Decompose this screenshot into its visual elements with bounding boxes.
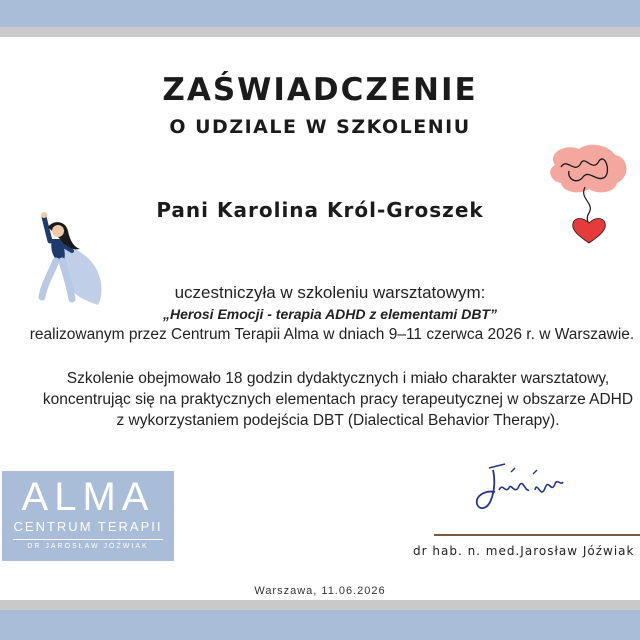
course-title: „Herosi Emocji - terapia ADHD z elementami DBT” — [162, 306, 497, 322]
description-line: z wykorzystaniem podejścia DBT (Dialectical Behavior Therapy). — [116, 412, 560, 429]
description-paragraph — [18, 368, 640, 431]
participation-text: uczestniczyła w szkoleniu warsztatowym: — [174, 283, 486, 302]
logo-subtitle: CENTRUM TERAPII — [13, 519, 163, 534]
description-line: Szkolenie obejmowało 18 godzin dydaktycznych i miało charakter warsztatowy, — [66, 370, 610, 387]
certificate-title: ZAŚWIADCZENIE — [162, 72, 478, 108]
signatory-name: dr hab. n. med.Jarosław Jóźwiak — [413, 544, 635, 558]
alma-logo — [2, 471, 174, 561]
place-date: Warszawa, 11.06.2026 — [254, 585, 386, 597]
signature-icon — [465, 460, 570, 535]
top-border-grey — [0, 27, 640, 37]
organizer-text: realizowanym przez Centrum Terapii Alma w dniach 9–11 czerwca 2026 r. w Warszawie. — [29, 326, 635, 343]
logo-divider — [13, 539, 163, 540]
signature-line — [434, 534, 640, 536]
recipient-name: Pani Karolina Król-Groszek — [156, 198, 484, 222]
description-line: koncentrując się na praktycznych elementach pracy terapeutycznej w obszarze ADHD — [42, 391, 634, 408]
bottom-border-grey — [0, 600, 640, 610]
logo-doctor: DR JAROSŁAW JÓŹWIAK — [27, 543, 149, 550]
certificate-subtitle: O UDZIALE W SZKOLENIU — [169, 116, 471, 138]
bottom-border-blue — [0, 610, 640, 640]
logo-name: ALMA — [21, 475, 155, 519]
brain-heart-icon — [545, 145, 630, 250]
top-border-blue — [0, 0, 640, 27]
